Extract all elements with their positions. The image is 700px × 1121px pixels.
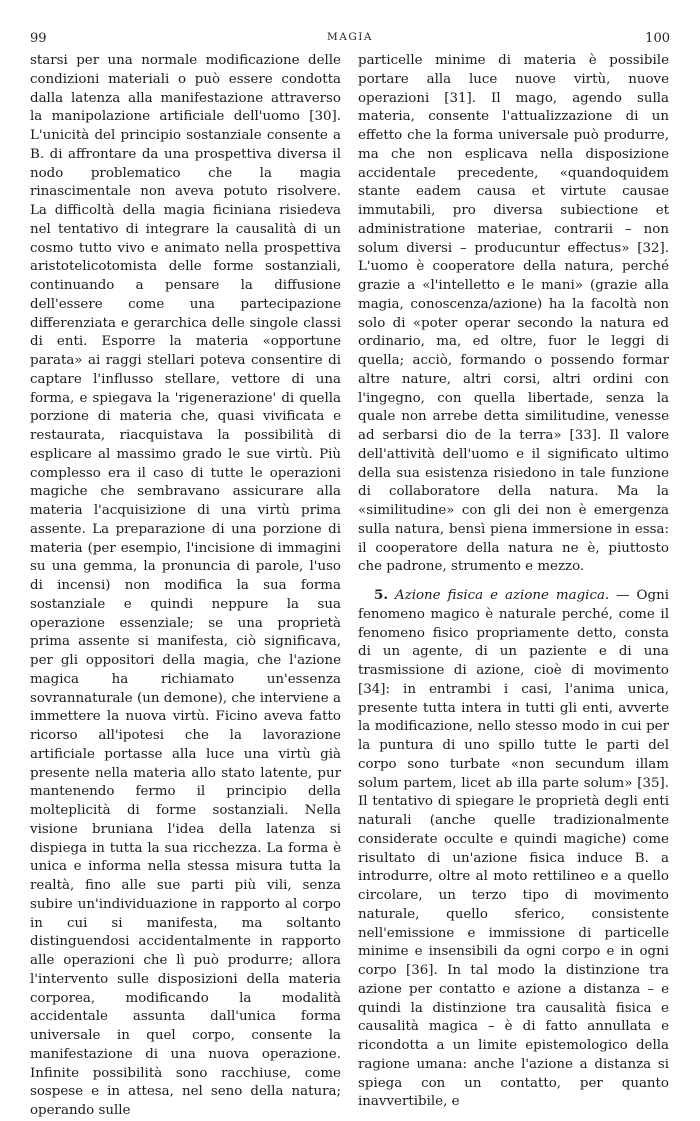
running-header [30,31,670,51]
body-paragraph: starsi per una normale modificazione delle condizioni materiali o può essere condotta dalla latenza alla manifestazione attraverso la manipolazione artificiale dell'uomo [30]. L'unicità del principio sostanziale consente a B. di affrontare da una prospettiva diversa il nodo problematico che la magia rinascimentale non aveva potuto risolvere. La difficoltà della magia ficiniana risiedeva nel tentativo di integrare la causalità di un cosmo tutto vivo e animato nella prospettiva aristotelicotomista delle forme sostanziali, continuando a pensare la diffusione dell'essere come una partecipazione differenziata e gerarchica delle singole classi di enti. Esporre la materia «opportune parata» ai raggi stellari poteva consentire di captare l'influsso stellare, vettore di una forma, e spiegava la 'rigenerazione' di quella porzione di materia che, quasi vivificata e restaurata, riacquistava la possibilità di esplicare al massimo grado le sue virtù. Più complesso era il caso di tutte le operazioni magiche che sembravano assicurare alla materia l'acquisizione di una virtù prima assente. La preparazione di una porzione di materia (per esempio, l'incisione di immagini su una gemma, la pronuncia di parole, l'uso di incensi) non modifica la sua forma sostanziale e quindi neppure la sua operazione essenziale; se una proprietà prima assente si manifesta, ciò significava, per gli oppositori della magia, che l'azione magica ha richiamato un'essenza sovrannaturale (un demone), che interviene a immettere la nuova virtù. Ficino aveva fatto ricorso all'ipotesi che la lavorazione artificiale portasse alla luce una virtù già presente nella materia allo stato latente, pur mantenendo fermo il principio della molteplicità di forme sostanziali. Nella visione bruniana l'idea della latenza si dispiega in tutta la sua ricchezza. La forma è unica e informa nella stessa misura tutta la realtà, fino alle sue parti più vili, senza subire un'individuazione in rapporto al corpo in cui si manifesta, ma soltanto distinguendosi accidentalmente in rapporto alle operazioni che lì può produrre; allora l'intervento sulle disposizioni della materia corporea, modificando la modalità accidentale assunta dall'unica forma universale in quel corpo, consente la manifestazione di una nuova operazione. Infinite possibilità sono racchiuse, come sospese e in attesa, nel seno della natura; operando sulle [30,53,341,1118]
running-title: MAGIA [327,31,373,43]
section-paragraph [358,586,669,1112]
page-number-right: 100 [645,31,670,46]
section-body: — Ogni fenomeno magico è naturale perché, come il fenomeno fisico propriamente detto, consta di un agente, di un paziente e di una trasmissione di azione, cioè di movimento [34]: in entrambi i casi, l'anima unica, presente tutta intera in tutti gli enti, avverte la modificazione, nello stesso modo in cui per la puntura di uno spillo tutte le parti del corpo sono turbate «non secundum illam solum partem, licet ab illa parte solum» [35]. Il tentativo di spiegare le proprietà degli enti naturali (anche quelle tradizionalmente considerate occulte e quindi magiche) come risultato di un'azione fisica induce B. a introdurre, oltre al moto rettilineo e a quello circolare, un terzo tipo di movimento naturale, quello sferico, consistente nell'emissione e immissione di particelle minime e insensibili da ogni corpo e in ogni corpo [36]. In tal modo la distinzione tra azione per contatto e azione a distanza – e quindi la distinzione tra causalità fisica e causalità magica – è di fatto annullata e ricondotta a un limite epistemologico della ragione umana: anche l'azione a distanza si spiega con un contatto, per quanto inavvertibile, e [358,588,669,1110]
section-title: Azione fisica e azione magica. [394,588,610,603]
body-paragraph: particelle minime di materia è possibile portare alla luce nuove virtù, nuove operazioni [31]. Il mago, agendo sulla materia, consente l'attualizzazione di un effetto che la forma universale può produrre, ma che non esplicava nella disposizione accidentale precedente, «quandoquidem stante eadem causa et virtute causae immutabili, pro diversa subiectione et administratione materiae, contrarii – non solum diversi – producuntur effectus» [32]. L'uomo è cooperatore della natura, perché grazie a «l'intelletto e le mani» (grazie alla magia, conoscenza/azione) ha la facoltà non solo di «poter operar secondo la natura ed ordinario, ma, ed oltre, fuor le leggi di quella; acciò, formando o possendo formar altre nature, altri corsi, altri ordini con l'ingegno, con quella libertade, senza la quale non arrebe detta similitudine, venesse ad serbarsi dio de la terra» [33]. Il valore dell'attività dell'uomo e il significato ultimo della sua esistenza risiedono in tale funzione di collaboratore della natura. Ma la «similitudine» con gli dei non è emergenza sulla natura, bensì piena immersione in essa: il cooperatore della natura ne è, piuttosto che padrone, strumento e mezzo. [358,53,669,575]
section-number: 5. [374,587,388,603]
left-column [30,52,341,1121]
page-number-left: 99 [30,31,47,46]
right-column [358,52,669,1112]
